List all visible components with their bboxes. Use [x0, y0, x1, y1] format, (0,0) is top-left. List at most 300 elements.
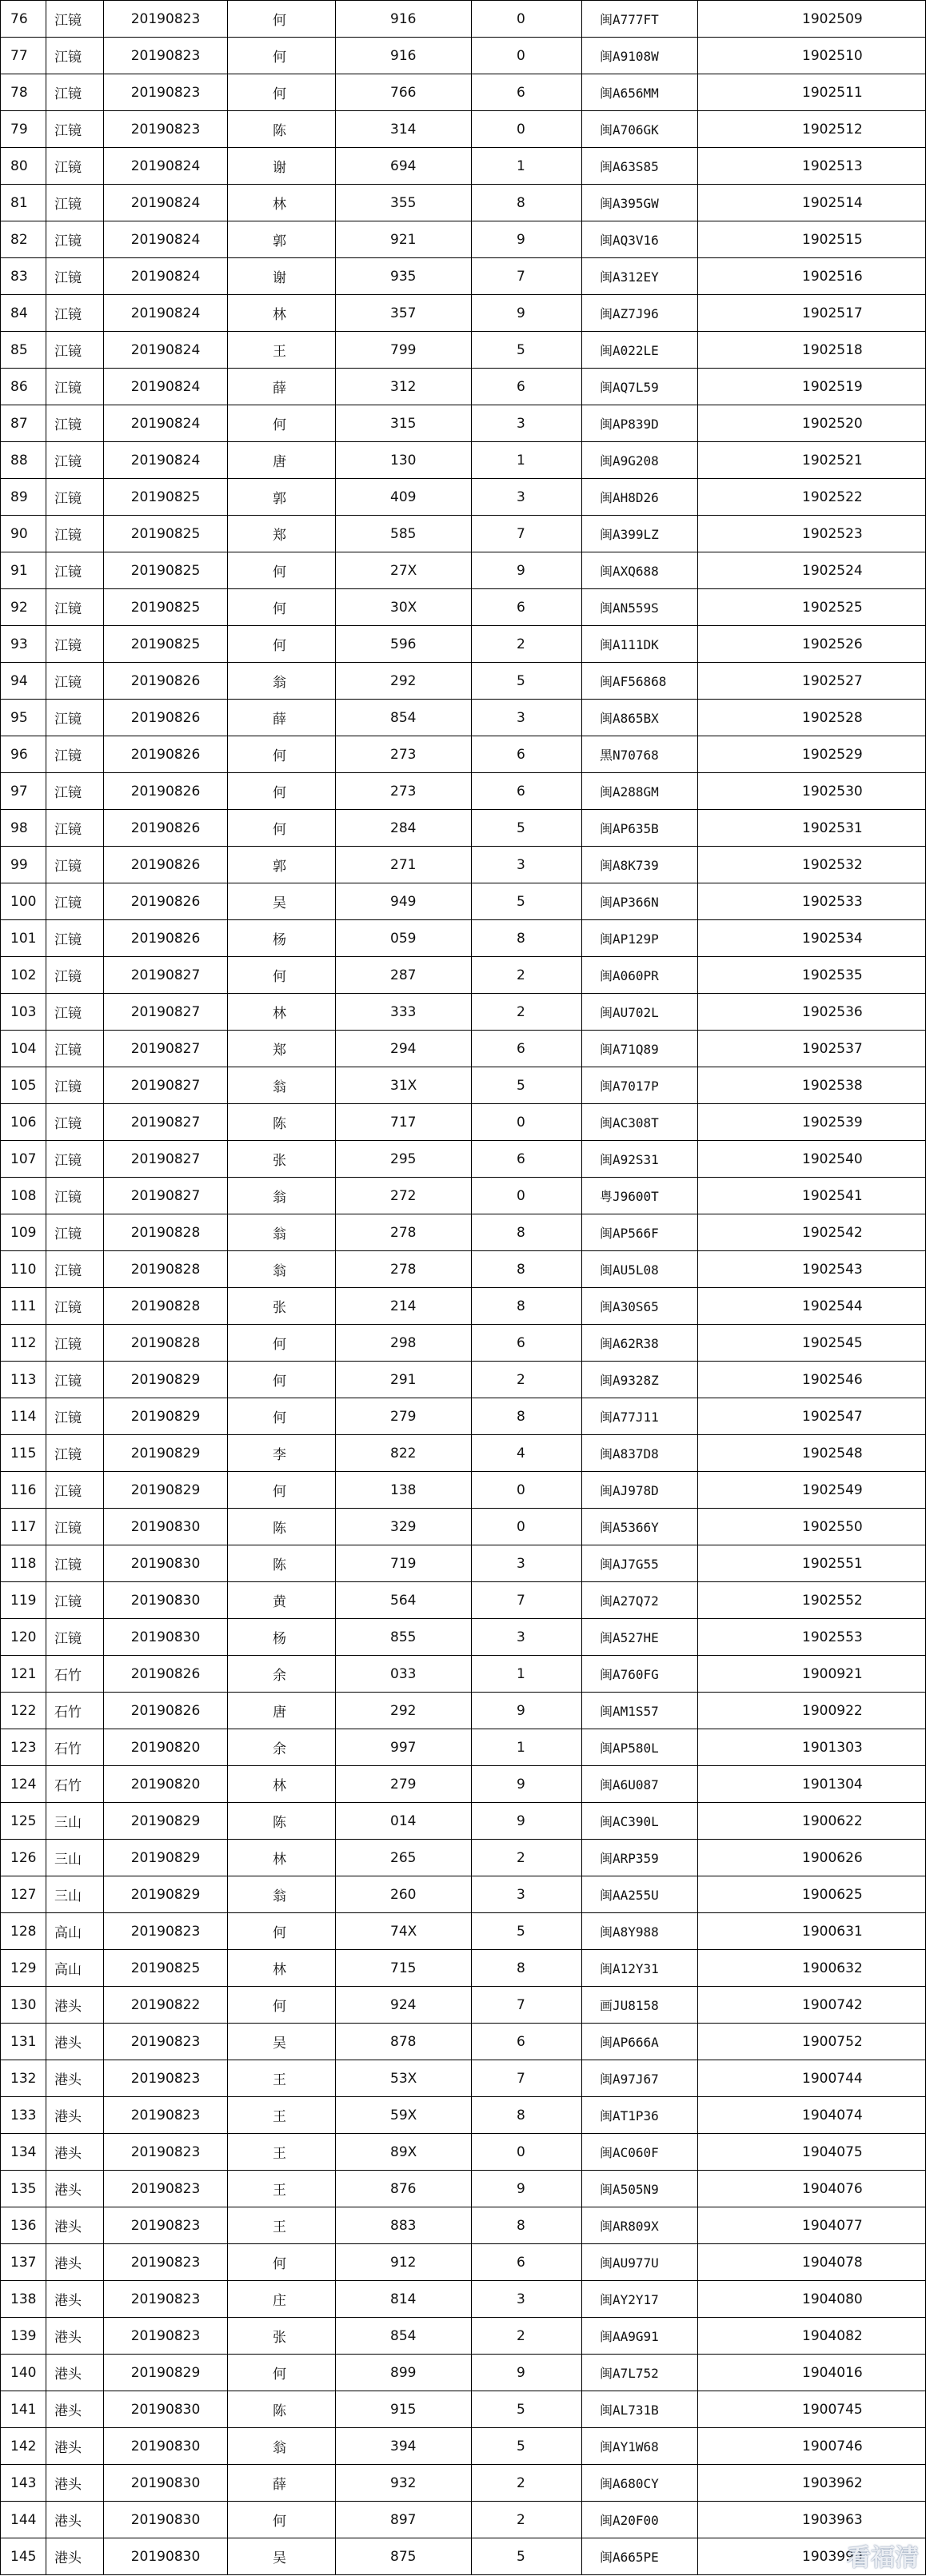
town-cell: 港头 — [46, 2207, 104, 2244]
check-digit-cell: 9 — [472, 2355, 582, 2391]
surname-cell: 翁 — [228, 2428, 336, 2465]
surname-cell: 何 — [228, 1987, 336, 2024]
surname-cell: 翁 — [228, 1876, 336, 1913]
town-cell: 江镜 — [46, 1362, 104, 1398]
town-cell: 港头 — [46, 2060, 104, 2097]
record-code-cell: 1902528 — [698, 700, 926, 736]
town-cell: 江镜 — [46, 111, 104, 148]
row-number-cell: 111 — [1, 1288, 46, 1325]
id-tail-cell: 314 — [336, 111, 472, 148]
table-row — [1, 479, 926, 516]
plate-number-cell: 闽A111DK — [582, 626, 698, 663]
plate-number-cell: 闽A777FT — [582, 1, 698, 38]
row-number-cell: 84 — [1, 295, 46, 332]
surname-cell: 何 — [228, 957, 336, 994]
row-number-cell: 134 — [1, 2134, 46, 2171]
check-digit-cell: 8 — [472, 1398, 582, 1435]
row-number-cell: 90 — [1, 516, 46, 552]
plate-number-cell: 闽A30S65 — [582, 1288, 698, 1325]
id-tail-cell: 292 — [336, 663, 472, 700]
surname-cell: 张 — [228, 2318, 336, 2355]
table-row — [1, 111, 926, 148]
surname-cell: 何 — [228, 1, 336, 38]
surname-cell: 翁 — [228, 663, 336, 700]
check-digit-cell: 6 — [472, 369, 582, 405]
check-digit-cell: 2 — [472, 2502, 582, 2538]
id-tail-cell: 265 — [336, 1840, 472, 1876]
town-cell: 港头 — [46, 2465, 104, 2502]
town-cell: 江镜 — [46, 185, 104, 221]
row-number-cell: 81 — [1, 185, 46, 221]
plate-number-cell: 闽AR809X — [582, 2207, 698, 2244]
plate-number-cell: 闽A92S31 — [582, 1141, 698, 1178]
date-cell: 20190823 — [104, 1913, 228, 1950]
town-cell: 石竹 — [46, 1656, 104, 1693]
record-code-cell: 1904077 — [698, 2207, 926, 2244]
plate-number-cell: 闽AC060F — [582, 2134, 698, 2171]
surname-cell: 翁 — [228, 1251, 336, 1288]
town-cell: 江镜 — [46, 736, 104, 773]
id-tail-cell: 715 — [336, 1950, 472, 1987]
table-row — [1, 2318, 926, 2355]
table-row — [1, 1141, 926, 1178]
check-digit-cell: 9 — [472, 2171, 582, 2207]
record-code-cell: 1902540 — [698, 1141, 926, 1178]
plate-number-cell: 闽AH8D26 — [582, 479, 698, 516]
surname-cell: 林 — [228, 295, 336, 332]
surname-cell: 何 — [228, 2502, 336, 2538]
check-digit-cell: 6 — [472, 736, 582, 773]
check-digit-cell: 3 — [472, 405, 582, 442]
id-tail-cell: 854 — [336, 2318, 472, 2355]
id-tail-cell: 855 — [336, 1619, 472, 1656]
check-digit-cell: 8 — [472, 920, 582, 957]
plate-number-cell: 闽A5366Y — [582, 1509, 698, 1545]
date-cell: 20190824 — [104, 295, 228, 332]
plate-number-cell: 闽A77J11 — [582, 1398, 698, 1435]
plate-number-cell: 闽A71Q89 — [582, 1031, 698, 1067]
row-number-cell: 109 — [1, 1214, 46, 1251]
town-cell: 港头 — [46, 2134, 104, 2171]
plate-number-cell: 闽AA255U — [582, 1876, 698, 1913]
town-cell: 港头 — [46, 2024, 104, 2060]
record-code-cell: 1900742 — [698, 1987, 926, 2024]
table-row — [1, 1067, 926, 1104]
check-digit-cell: 7 — [472, 516, 582, 552]
id-tail-cell: 921 — [336, 221, 472, 258]
check-digit-cell: 9 — [472, 1693, 582, 1729]
plate-number-cell: 闽A288GM — [582, 773, 698, 810]
row-number-cell: 145 — [1, 2538, 46, 2575]
plate-number-cell: 闽A12Y31 — [582, 1950, 698, 1987]
date-cell: 20190829 — [104, 2355, 228, 2391]
surname-cell: 林 — [228, 994, 336, 1031]
record-code-cell: 1902553 — [698, 1619, 926, 1656]
row-number-cell: 94 — [1, 663, 46, 700]
row-number-cell: 79 — [1, 111, 46, 148]
surname-cell: 李 — [228, 1435, 336, 1472]
table-row — [1, 442, 926, 479]
surname-cell: 张 — [228, 1288, 336, 1325]
date-cell: 20190827 — [104, 1067, 228, 1104]
plate-number-cell: 闽A7017P — [582, 1067, 698, 1104]
date-cell: 20190823 — [104, 2171, 228, 2207]
plate-number-cell: 闽A760FG — [582, 1656, 698, 1693]
id-tail-cell: 014 — [336, 1803, 472, 1840]
id-tail-cell: 997 — [336, 1729, 472, 1766]
plate-number-cell: 闽A6U087 — [582, 1766, 698, 1803]
table-row — [1, 1362, 926, 1398]
surname-cell: 薛 — [228, 369, 336, 405]
surname-cell: 何 — [228, 736, 336, 773]
table-row — [1, 1, 926, 38]
check-digit-cell: 9 — [472, 221, 582, 258]
row-number-cell: 114 — [1, 1398, 46, 1435]
id-tail-cell: 394 — [336, 2428, 472, 2465]
town-cell: 江镜 — [46, 663, 104, 700]
surname-cell: 庄 — [228, 2281, 336, 2318]
table-row — [1, 516, 926, 552]
date-cell: 20190824 — [104, 332, 228, 369]
town-cell: 江镜 — [46, 700, 104, 736]
surname-cell: 陈 — [228, 2391, 336, 2428]
record-code-cell: 1900632 — [698, 1950, 926, 1987]
check-digit-cell: 3 — [472, 479, 582, 516]
check-digit-cell: 2 — [472, 2318, 582, 2355]
table-row — [1, 2171, 926, 2207]
date-cell: 20190823 — [104, 74, 228, 111]
town-cell: 港头 — [46, 2244, 104, 2281]
table-row — [1, 1472, 926, 1509]
date-cell: 20190829 — [104, 1803, 228, 1840]
plate-number-cell: 闽A505N9 — [582, 2171, 698, 2207]
surname-cell: 何 — [228, 1325, 336, 1362]
date-cell: 20190827 — [104, 957, 228, 994]
town-cell: 江镜 — [46, 1619, 104, 1656]
check-digit-cell: 8 — [472, 1251, 582, 1288]
town-cell: 江镜 — [46, 1141, 104, 1178]
record-code-cell: 1902526 — [698, 626, 926, 663]
table-row — [1, 2281, 926, 2318]
table-row — [1, 847, 926, 883]
row-number-cell: 122 — [1, 1693, 46, 1729]
table-row — [1, 626, 926, 663]
id-tail-cell: 30X — [336, 589, 472, 626]
date-cell: 20190824 — [104, 185, 228, 221]
record-code-cell: 1901303 — [698, 1729, 926, 1766]
plate-number-cell: 闽AU702L — [582, 994, 698, 1031]
table-row — [1, 221, 926, 258]
check-digit-cell: 8 — [472, 1214, 582, 1251]
id-tail-cell: 059 — [336, 920, 472, 957]
record-code-cell: 1902521 — [698, 442, 926, 479]
id-tail-cell: 854 — [336, 700, 472, 736]
table-row — [1, 957, 926, 994]
id-tail-cell: 329 — [336, 1509, 472, 1545]
row-number-cell: 82 — [1, 221, 46, 258]
record-code-cell: 1902533 — [698, 883, 926, 920]
date-cell: 20190829 — [104, 1398, 228, 1435]
town-cell: 江镜 — [46, 957, 104, 994]
record-code-cell: 1902534 — [698, 920, 926, 957]
town-cell: 江镜 — [46, 1104, 104, 1141]
table-row — [1, 2502, 926, 2538]
row-number-cell: 116 — [1, 1472, 46, 1509]
date-cell: 20190823 — [104, 2244, 228, 2281]
row-number-cell: 135 — [1, 2171, 46, 2207]
town-cell: 江镜 — [46, 1214, 104, 1251]
check-digit-cell: 0 — [472, 1509, 582, 1545]
table-row — [1, 2097, 926, 2134]
id-tail-cell: 333 — [336, 994, 472, 1031]
record-code-cell: 1904076 — [698, 2171, 926, 2207]
record-code-cell: 1902530 — [698, 773, 926, 810]
check-digit-cell: 6 — [472, 74, 582, 111]
surname-cell: 余 — [228, 1729, 336, 1766]
id-tail-cell: 924 — [336, 1987, 472, 2024]
row-number-cell: 93 — [1, 626, 46, 663]
town-cell: 江镜 — [46, 38, 104, 74]
town-cell: 江镜 — [46, 1472, 104, 1509]
row-number-cell: 83 — [1, 258, 46, 295]
surname-cell: 谢 — [228, 148, 336, 185]
surname-cell: 谢 — [228, 258, 336, 295]
row-number-cell: 139 — [1, 2318, 46, 2355]
plate-number-cell: 闽A97J67 — [582, 2060, 698, 2097]
plate-number-cell: 闽A63S85 — [582, 148, 698, 185]
town-cell: 港头 — [46, 2281, 104, 2318]
id-tail-cell: 292 — [336, 1693, 472, 1729]
table-row — [1, 736, 926, 773]
plate-number-cell: 闽A706GK — [582, 111, 698, 148]
record-code-cell: 1902529 — [698, 736, 926, 773]
record-code-cell: 1902527 — [698, 663, 926, 700]
surname-cell: 陈 — [228, 111, 336, 148]
plate-number-cell: 黑N70768 — [582, 736, 698, 773]
record-code-cell: 1902537 — [698, 1031, 926, 1067]
date-cell: 20190823 — [104, 2097, 228, 2134]
check-digit-cell: 0 — [472, 2134, 582, 2171]
table-row — [1, 2428, 926, 2465]
record-code-cell: 1902513 — [698, 148, 926, 185]
table-row — [1, 773, 926, 810]
check-digit-cell: 5 — [472, 332, 582, 369]
id-tail-cell: 814 — [336, 2281, 472, 2318]
plate-number-cell: 闽AP580L — [582, 1729, 698, 1766]
table-row — [1, 332, 926, 369]
surname-cell: 杨 — [228, 920, 336, 957]
plate-number-cell: 闽A27Q72 — [582, 1582, 698, 1619]
surname-cell: 何 — [228, 773, 336, 810]
date-cell: 20190830 — [104, 2502, 228, 2538]
record-code-cell: 1902551 — [698, 1545, 926, 1582]
check-digit-cell: 6 — [472, 773, 582, 810]
surname-cell: 翁 — [228, 1178, 336, 1214]
table-row — [1, 994, 926, 1031]
check-digit-cell: 8 — [472, 1950, 582, 1987]
plate-number-cell: 画JU8158 — [582, 1987, 698, 2024]
table-row — [1, 700, 926, 736]
id-tail-cell: 273 — [336, 736, 472, 773]
table-row — [1, 1950, 926, 1987]
town-cell: 江镜 — [46, 810, 104, 847]
table-row — [1, 1398, 926, 1435]
id-tail-cell: 564 — [336, 1582, 472, 1619]
id-tail-cell: 357 — [336, 295, 472, 332]
date-cell: 20190827 — [104, 1104, 228, 1141]
date-cell: 20190824 — [104, 148, 228, 185]
table-row — [1, 2134, 926, 2171]
surname-cell: 林 — [228, 1840, 336, 1876]
date-cell: 20190830 — [104, 1582, 228, 1619]
row-number-cell: 76 — [1, 1, 46, 38]
id-tail-cell: 912 — [336, 2244, 472, 2281]
row-number-cell: 89 — [1, 479, 46, 516]
town-cell: 江镜 — [46, 369, 104, 405]
check-digit-cell: 5 — [472, 1913, 582, 1950]
date-cell: 20190826 — [104, 700, 228, 736]
date-cell: 20190827 — [104, 1031, 228, 1067]
surname-cell: 何 — [228, 1398, 336, 1435]
plate-number-cell: 闽AC308T — [582, 1104, 698, 1141]
row-number-cell: 130 — [1, 1987, 46, 2024]
surname-cell: 陈 — [228, 1104, 336, 1141]
check-digit-cell: 6 — [472, 1031, 582, 1067]
surname-cell: 何 — [228, 810, 336, 847]
town-cell: 三山 — [46, 1803, 104, 1840]
plate-number-cell: 闽AP839D — [582, 405, 698, 442]
date-cell: 20190826 — [104, 773, 228, 810]
date-cell: 20190823 — [104, 111, 228, 148]
id-tail-cell: 278 — [336, 1214, 472, 1251]
plate-number-cell: 闽A8K739 — [582, 847, 698, 883]
row-number-cell: 106 — [1, 1104, 46, 1141]
row-number-cell: 136 — [1, 2207, 46, 2244]
check-digit-cell: 9 — [472, 1766, 582, 1803]
surname-cell: 郭 — [228, 221, 336, 258]
id-tail-cell: 53X — [336, 2060, 472, 2097]
table-row — [1, 185, 926, 221]
table-row — [1, 1251, 926, 1288]
town-cell: 港头 — [46, 2391, 104, 2428]
date-cell: 20190823 — [104, 38, 228, 74]
row-number-cell: 137 — [1, 2244, 46, 2281]
check-digit-cell: 6 — [472, 2024, 582, 2060]
table-row — [1, 1031, 926, 1067]
check-digit-cell: 9 — [472, 552, 582, 589]
table-row — [1, 2024, 926, 2060]
id-tail-cell: 876 — [336, 2171, 472, 2207]
plate-number-cell: 闽AC390L — [582, 1803, 698, 1840]
table-row — [1, 1545, 926, 1582]
row-number-cell: 99 — [1, 847, 46, 883]
date-cell: 20190828 — [104, 1251, 228, 1288]
table-row — [1, 369, 926, 405]
date-cell: 20190827 — [104, 1178, 228, 1214]
date-cell: 20190826 — [104, 883, 228, 920]
plate-number-cell: 闽AZ7J96 — [582, 295, 698, 332]
row-number-cell: 88 — [1, 442, 46, 479]
surname-cell: 林 — [228, 1766, 336, 1803]
row-number-cell: 128 — [1, 1913, 46, 1950]
check-digit-cell: 4 — [472, 1435, 582, 1472]
record-code-cell: 1904075 — [698, 2134, 926, 2171]
date-cell: 20190826 — [104, 847, 228, 883]
record-code-cell: 1900746 — [698, 2428, 926, 2465]
date-cell: 20190829 — [104, 1840, 228, 1876]
plate-number-cell: 闽AXQ688 — [582, 552, 698, 589]
row-number-cell: 85 — [1, 332, 46, 369]
surname-cell: 薛 — [228, 700, 336, 736]
record-code-cell: 1902552 — [698, 1582, 926, 1619]
table-row — [1, 883, 926, 920]
record-code-cell: 1903963 — [698, 2502, 926, 2538]
town-cell: 江镜 — [46, 1251, 104, 1288]
date-cell: 20190830 — [104, 1619, 228, 1656]
check-digit-cell: 5 — [472, 810, 582, 847]
check-digit-cell: 1 — [472, 1729, 582, 1766]
town-cell: 江镜 — [46, 994, 104, 1031]
plate-number-cell: 闽A399LZ — [582, 516, 698, 552]
id-tail-cell: 799 — [336, 332, 472, 369]
town-cell: 江镜 — [46, 442, 104, 479]
row-number-cell: 104 — [1, 1031, 46, 1067]
table-row — [1, 258, 926, 295]
table-row — [1, 810, 926, 847]
check-digit-cell: 7 — [472, 2060, 582, 2097]
town-cell: 江镜 — [46, 516, 104, 552]
row-number-cell: 144 — [1, 2502, 46, 2538]
id-tail-cell: 949 — [336, 883, 472, 920]
table-row — [1, 1435, 926, 1472]
town-cell: 高山 — [46, 1950, 104, 1987]
row-number-cell: 120 — [1, 1619, 46, 1656]
record-code-cell: 1902546 — [698, 1362, 926, 1398]
record-code-cell: 1901304 — [698, 1766, 926, 1803]
town-cell: 江镜 — [46, 773, 104, 810]
town-cell: 江镜 — [46, 1398, 104, 1435]
town-cell: 港头 — [46, 1987, 104, 2024]
check-digit-cell: 3 — [472, 847, 582, 883]
town-cell: 江镜 — [46, 74, 104, 111]
record-code-cell: 1900922 — [698, 1693, 926, 1729]
date-cell: 20190825 — [104, 589, 228, 626]
check-digit-cell: 7 — [472, 1987, 582, 2024]
table-row — [1, 2060, 926, 2097]
row-number-cell: 125 — [1, 1803, 46, 1840]
table-row — [1, 663, 926, 700]
table-row — [1, 1913, 926, 1950]
record-code-cell: 1900752 — [698, 2024, 926, 2060]
record-code-cell: 1902539 — [698, 1104, 926, 1141]
town-cell: 江镜 — [46, 883, 104, 920]
row-number-cell: 129 — [1, 1950, 46, 1987]
table-row — [1, 1987, 926, 2024]
check-digit-cell: 7 — [472, 1582, 582, 1619]
id-tail-cell: 315 — [336, 405, 472, 442]
record-code-cell: 1904082 — [698, 2318, 926, 2355]
table-row — [1, 2391, 926, 2428]
id-tail-cell: 916 — [336, 38, 472, 74]
surname-cell: 何 — [228, 1472, 336, 1509]
record-code-cell: 1902536 — [698, 994, 926, 1031]
id-tail-cell: 279 — [336, 1398, 472, 1435]
record-code-cell: 1902524 — [698, 552, 926, 589]
date-cell: 20190827 — [104, 1141, 228, 1178]
town-cell: 三山 — [46, 1876, 104, 1913]
date-cell: 20190826 — [104, 1656, 228, 1693]
record-code-cell: 1902531 — [698, 810, 926, 847]
